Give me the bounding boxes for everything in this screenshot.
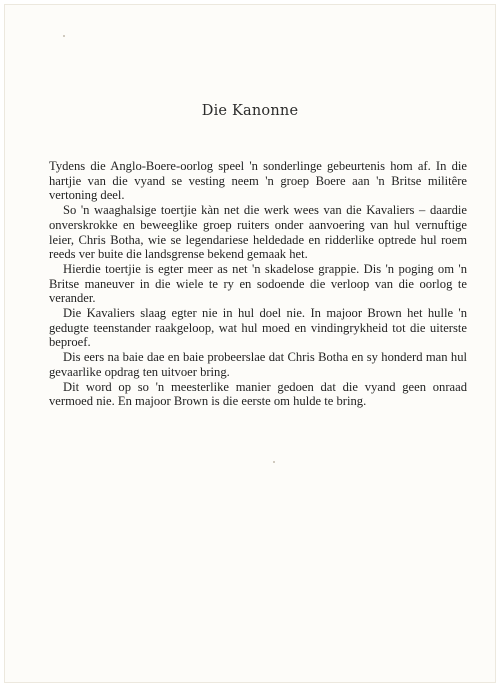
paragraph: Dit word op so 'n meesterlike manier gedoen dat die vyand geen onraad vermoed nie. En majoor Brown is die eerste om hulde te bring.	[49, 379, 467, 409]
paragraph: Die Kavaliers slaag egter nie in hul doel nie. In majoor Brown het hulle 'n gedugte teenstander raakgeloop, wat hul moed en vindingrykheid tot die uiterste beproef.	[49, 306, 467, 350]
paper-speck	[273, 461, 275, 463]
page-title: Die Kanonne	[201, 103, 299, 119]
body-text	[49, 159, 467, 409]
paragraph: So 'n waaghalsige toertjie kàn net die werk wees van die Kavaliers – daardie onverskrokke en beweeglike groep ruiters onder aanvoering van hul vernuftige leier, Chris Botha, wie se legendariese heldedade en ridderlike optrede hul roem reeds ver buite die landsgrense bekend gemaak het.	[49, 203, 467, 262]
book-page	[4, 4, 496, 683]
paragraph: Hierdie toertjie is egter meer as net 'n skadelose grappie. Dis 'n poging om 'n Britse maneuver in die wiele te ry en sodoende die verloop van die oorlog te verander.	[49, 261, 467, 306]
paper-speck	[63, 35, 65, 37]
paragraph: Tydens die Anglo-Boere-oorlog speel 'n sonderlinge gebeurtenis hom af. In die hartjie van die vyand se vesting neem 'n groep Boere aan 'n Britse militêre vertoning deel.	[49, 159, 467, 203]
paragraph: Dis eers na baie dae en baie probeerslae dat Chris Botha en sy honderd man hul gevaarlike opdrag ten uitvoer bring.	[49, 350, 467, 379]
